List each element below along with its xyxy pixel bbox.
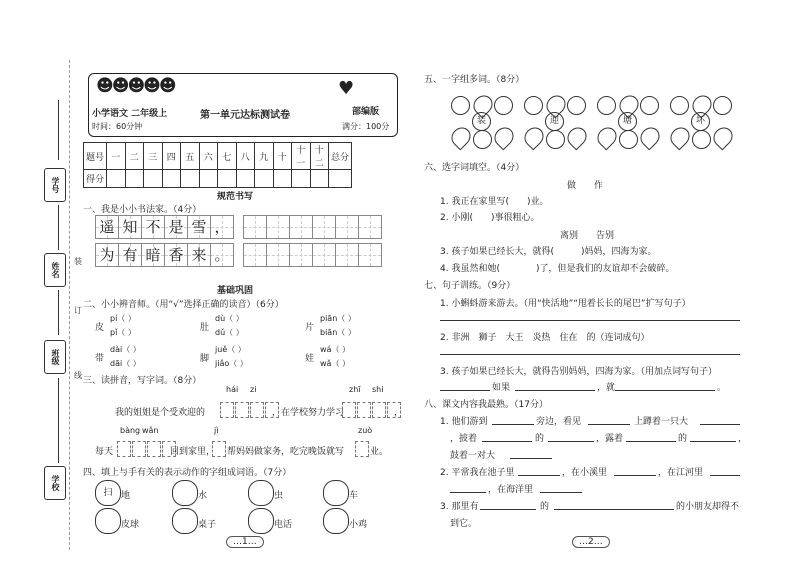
flower-answer-box[interactable] [323, 508, 349, 534]
score-cell[interactable] [162, 170, 181, 188]
cut-mark-zhuang: 装 [74, 257, 82, 266]
leaf-answer-box[interactable] [667, 124, 694, 151]
q2-option[interactable]: wá（ ） [320, 345, 350, 354]
q6-prompt: 六、选字词填空。（4分） [424, 163, 525, 173]
q4-word: 桌子 [198, 520, 217, 530]
q6-sentence[interactable]: 2. 小刚( )事很粗心。 [440, 213, 540, 223]
id-field[interactable] [58, 100, 59, 160]
student-id-label: 学号 [44, 168, 66, 202]
q3-text: 回到家里， [170, 447, 216, 457]
score-header-cell: 九 [255, 143, 274, 170]
time-label: 时间：60分钟 [92, 122, 143, 131]
leaf-answer-box[interactable] [521, 124, 548, 151]
exam-title: 第一单元达标测试卷 [200, 110, 290, 121]
score-header-cell: 总分 [329, 143, 352, 170]
q3-pinyin: jì [214, 426, 219, 435]
q3-pinyin: zhī [349, 385, 361, 394]
q3-answer-box[interactable] [212, 441, 227, 457]
q2-char: 皮 [95, 323, 105, 333]
score-header-cell: 十二 [310, 143, 329, 170]
answer-line[interactable] [614, 475, 656, 476]
q2-char: 带 [95, 354, 105, 364]
name-field[interactable] [58, 205, 59, 250]
answer-line[interactable] [482, 441, 532, 442]
q3-text: 业。 [370, 447, 389, 457]
q2-char: 娃 [305, 354, 315, 364]
q2-option[interactable]: pí（ ） [110, 314, 136, 323]
flower-answer-box[interactable] [95, 508, 121, 534]
q3-pinyin: bàng [120, 426, 141, 435]
answer-circle[interactable] [670, 96, 689, 115]
q4-word: 车 [349, 491, 359, 501]
q5-prompt: 五、一字组多词。（8分） [424, 75, 525, 85]
answer-circle[interactable] [692, 130, 711, 149]
class-label: 班级 [44, 340, 66, 374]
poem-grid-line1 [95, 215, 234, 239]
q6-sentence[interactable]: 3. 孩子如果已经长大，就得( )妈妈，四海为家。 [440, 247, 657, 257]
q6-word-pair: 做 作 [567, 181, 604, 191]
q8-text: 2. 平常我在池子里 [440, 468, 515, 478]
q2-option[interactable]: wǎ（ ） [320, 359, 350, 368]
score-row-label: 得分 [84, 170, 107, 188]
poem-char: 有 [122, 246, 138, 264]
kids-illustration-icon: ☻☻☻☻☻ [96, 76, 175, 96]
q7-text: ，就 [597, 383, 616, 393]
answer-circle[interactable] [619, 130, 638, 149]
answer-line[interactable] [554, 509, 674, 510]
q8-text: 的 [540, 502, 550, 512]
poem-char: 来 [191, 246, 207, 264]
q7-text: 如果 [492, 383, 511, 393]
poem-char: 。 [214, 246, 230, 264]
answer-circle[interactable] [713, 96, 732, 115]
q8-text: ，在江河里 [658, 468, 704, 478]
flower-answer-box[interactable] [248, 480, 274, 506]
answer-circle[interactable] [524, 96, 543, 115]
q8-text: 旁边，看见 [536, 417, 582, 427]
q2-char: 脚 [200, 354, 210, 364]
score-header-cell: 五 [181, 143, 200, 170]
poem-char: 香 [168, 246, 184, 264]
answer-line[interactable] [626, 441, 676, 442]
q2-option[interactable]: juě（ ） [215, 345, 246, 354]
writing-grid-1[interactable] [243, 215, 382, 239]
school-field[interactable] [58, 378, 59, 463]
q2-option[interactable]: dǔ（ ） [215, 328, 244, 337]
q2-option[interactable]: biān（ ） [320, 328, 356, 337]
q7-text: 。 [717, 383, 727, 393]
q8-text: 的 [678, 434, 688, 444]
q3-pinyin: zuò [358, 426, 373, 435]
cut-mark-xian: 线 [74, 371, 82, 380]
q8-text: 1. 他们游到 [440, 417, 488, 427]
score-cell[interactable] [310, 170, 329, 188]
q7-prompt: 七、句子训练。（9分） [424, 281, 516, 291]
q4-word: 电话 [274, 520, 293, 530]
score-header-cell: 八 [236, 143, 255, 170]
q8-text: ， [738, 434, 748, 444]
poem-char: 是 [168, 218, 184, 236]
cut-mark-ding: 订 [74, 306, 82, 315]
q3-text: ，在学校努力学习 [272, 408, 345, 418]
answer-line[interactable] [450, 492, 486, 493]
score-header-cell: 二 [125, 143, 144, 170]
q3-text: ， [394, 408, 404, 418]
score-cell[interactable] [292, 170, 311, 188]
answer-line[interactable] [710, 475, 740, 476]
q2-option[interactable]: dāi（ ） [110, 359, 141, 368]
q3-answer-box[interactable] [220, 402, 280, 418]
poem-char: ， [214, 218, 230, 236]
q1-prompt: 一、我是小小书法家。（4分） [83, 205, 202, 215]
q3-text: 每天 [95, 447, 114, 457]
q5-center-char: 迎 [545, 112, 564, 131]
section-heading-basics: 基础巩固 [217, 286, 254, 296]
q3-pinyin: zi [250, 385, 257, 394]
q8-text: ，在小溪里 [562, 468, 608, 478]
answer-line[interactable] [480, 509, 536, 510]
total-score-label: 满分：100分 [342, 122, 390, 131]
q2-char: 肚 [200, 323, 210, 333]
score-header-cell: 七 [218, 143, 237, 170]
q2-option[interactable]: dài（ ） [110, 345, 141, 354]
q6-word-pair: 离别 告别 [560, 231, 615, 241]
leaf-answer-box[interactable] [637, 124, 664, 151]
q8-text: ，在海洋里 [488, 485, 534, 495]
writing-grid-2[interactable] [243, 243, 382, 267]
q4-word: 皮球 [121, 520, 140, 530]
answer-line[interactable] [510, 458, 552, 459]
poem-char: 暗 [145, 246, 161, 264]
q8-text: 上蹲着一只大 [634, 417, 689, 427]
q3-answer-box[interactable] [355, 441, 370, 457]
q8-text: 3. 那里有 [440, 502, 479, 512]
q3-pinyin: wǎn [142, 426, 159, 435]
q2-char: 片 [305, 323, 315, 333]
score-header-cell: 十 [273, 143, 292, 170]
answer-circle[interactable] [597, 96, 616, 115]
score-cell[interactable] [236, 170, 255, 188]
answer-line[interactable] [440, 390, 490, 391]
score-header-cell: 三 [144, 143, 163, 170]
answer-line[interactable] [615, 390, 715, 391]
answer-circle[interactable] [494, 96, 513, 115]
q2-option[interactable]: dù（ ） [215, 314, 244, 323]
answer-line[interactable] [690, 441, 736, 442]
q3-answer-box[interactable] [342, 402, 402, 418]
answer-line[interactable] [588, 424, 630, 425]
score-header-cell: 题号 [84, 143, 107, 170]
score-cell[interactable] [199, 170, 218, 188]
q4-word: 虫 [274, 491, 284, 501]
poem-grid-line2 [95, 243, 234, 267]
score-table [83, 142, 352, 188]
q3-pinyin: shi [372, 385, 384, 394]
q3-text: 帮妈妈做家务，吃完晚饭就写 [227, 447, 345, 457]
answer-line[interactable] [700, 424, 740, 425]
q6-sentence[interactable]: 1. 我正在家里写( )业。 [440, 197, 549, 207]
flower-answer-box[interactable]: 扫 [95, 480, 121, 506]
page-number-2: …2… [572, 536, 610, 548]
q8-text: ，披着 [450, 434, 478, 444]
q2-prompt: 二、小小辨音师。（用“√”选择正确的读音）（6分） [83, 300, 284, 310]
q3-text: 我的姐姐是个受欢迎的 [115, 408, 206, 418]
score-header-cell: 四 [162, 143, 181, 170]
poem-char: 为 [99, 246, 115, 264]
class-field[interactable] [58, 290, 59, 335]
answer-line[interactable] [492, 424, 534, 425]
poem-char: 知 [122, 218, 138, 236]
page-number-1: …1… [226, 536, 264, 548]
q8-prompt: 八、课文内容我最熟。（17分） [424, 400, 548, 410]
q4-word: 小鸡 [349, 520, 368, 530]
edition-label: 部编版 [352, 107, 380, 117]
answer-line[interactable] [440, 354, 740, 355]
binding-line [69, 60, 70, 550]
leaf-answer-box[interactable] [491, 124, 518, 151]
flower-answer-box[interactable] [172, 480, 198, 506]
score-cell[interactable] [181, 170, 200, 188]
poem-char: 遥 [99, 218, 115, 236]
answer-line[interactable] [518, 475, 560, 476]
score-cell[interactable] [125, 170, 144, 188]
q8-text: 的小朋友却得不 [676, 502, 740, 512]
q8-text: 的 [535, 434, 545, 444]
leaf-answer-box[interactable] [448, 124, 475, 151]
q3-answer-box[interactable] [117, 441, 177, 457]
q8-text: ，露着 [596, 434, 624, 444]
flower-answer-box[interactable] [172, 508, 198, 534]
leaf-answer-box[interactable] [564, 124, 591, 151]
leaf-answer-box[interactable] [710, 124, 737, 151]
answer-line[interactable] [548, 441, 594, 442]
answer-circle[interactable] [451, 96, 470, 115]
poem-char: 不 [145, 218, 161, 236]
q6-sentence[interactable]: 4. 我虽然和她( )了，但是我们的友谊却不会破碎。 [440, 264, 675, 274]
heart-icon: ♥ [338, 78, 355, 99]
q4-word: 地 [121, 491, 131, 501]
answer-circle[interactable] [640, 96, 659, 115]
score-cell[interactable] [144, 170, 163, 188]
answer-line[interactable] [515, 390, 595, 391]
score-header-cell: 六 [199, 143, 218, 170]
answer-circle[interactable] [546, 130, 565, 149]
q2-option[interactable]: jiǎo（ ） [215, 359, 248, 368]
q4-prompt: 四、填上与手有关的表示动作的字组成词语。（7分） [83, 468, 292, 478]
q2-option[interactable]: piān（ ） [320, 314, 356, 323]
q5-center-char: 塘 [618, 112, 637, 131]
school-label: 学校 [44, 466, 66, 500]
answer-circle[interactable] [567, 96, 586, 115]
subject-label: 小学语文 二年级上 [92, 109, 168, 119]
score-header-cell: 十一 [292, 143, 311, 170]
q7-sentence: 3. 孩子如果已经长大，就得告别妈妈，四海为家。（用加点词写句子） [440, 367, 717, 377]
q7-sentence: 1. 小蝌蚪游来游去。（用“快活地”“甩着长长的尾巴”扩写句子） [440, 299, 691, 309]
q3-pinyin: hái [226, 385, 239, 394]
q8-text: 到它。 [450, 519, 478, 529]
q5-center-char: 装 [472, 112, 491, 131]
q5-center-char: 坏 [691, 112, 710, 131]
q8-text: 鼓着一对大 [450, 451, 496, 461]
q4-word: 水 [198, 491, 208, 501]
score-cell[interactable] [273, 170, 292, 188]
q7-sentence: 2. 非洲 狮子 大王 炎热 住在 的（连词成句） [440, 333, 650, 343]
leaf-answer-box[interactable] [594, 124, 621, 151]
score-cell[interactable] [329, 170, 352, 188]
answer-circle[interactable] [473, 130, 492, 149]
answer-line[interactable] [440, 320, 740, 321]
poem-char: 雪 [191, 218, 207, 236]
score-header-cell: 一 [107, 143, 126, 170]
q2-option[interactable]: pǐ（ ） [110, 328, 136, 337]
score-cell[interactable] [218, 170, 237, 188]
q3-prompt: 三、读拼音，写字词。（8分） [83, 376, 202, 386]
score-cell[interactable] [255, 170, 274, 188]
name-label: 姓名 [44, 253, 66, 287]
answer-line[interactable] [540, 492, 582, 493]
score-cell[interactable] [107, 170, 126, 188]
flower-answer-box[interactable] [248, 508, 274, 534]
flower-answer-box[interactable] [323, 480, 349, 506]
section-heading-writing: 规范书写 [217, 192, 254, 202]
